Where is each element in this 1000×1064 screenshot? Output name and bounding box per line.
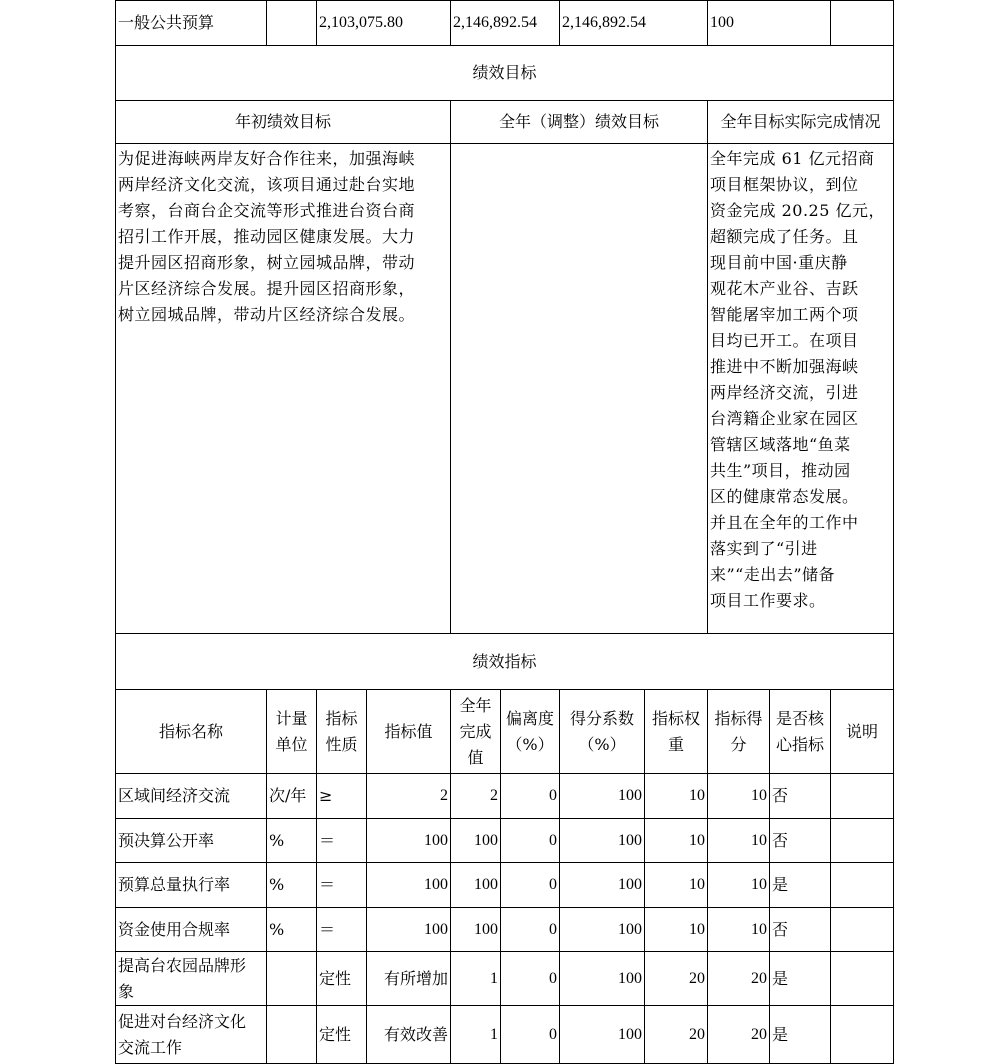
row-unit: % — [267, 908, 317, 952]
row-unit: % — [267, 863, 317, 908]
row-completed: 100 — [451, 819, 501, 863]
table-row — [116, 908, 894, 952]
performance-table — [115, 0, 894, 1064]
row-nature: 定性 — [317, 1006, 367, 1064]
row-deviation: 0 — [501, 908, 560, 952]
row-nature: ＝ — [317, 819, 367, 863]
row-core: 否 — [770, 908, 831, 952]
indicators-section-title: 绩效指标 — [116, 634, 894, 690]
row-note — [831, 1006, 894, 1064]
row-indicator-name: 预决算公开率 — [116, 819, 267, 863]
header-core: 是否核 心指标 — [770, 690, 831, 774]
table-row — [116, 774, 894, 819]
row-value: 100 — [367, 908, 451, 952]
initial-goal-header: 年初绩效目标 — [116, 101, 451, 144]
row-indicator-name: 预算总量执行率 — [116, 863, 267, 908]
actual-completion-header: 全年目标实际完成情况 — [708, 101, 894, 144]
row-deviation: 0 — [501, 774, 560, 819]
header-note: 说明 — [831, 690, 894, 774]
row-value: 有效改善 — [367, 1006, 451, 1064]
row-indicator-name: 促进对台经济文化 交流工作 — [116, 1006, 267, 1064]
row-indicator-name: 区域间经济交流 — [116, 774, 267, 819]
row-weight: 20 — [645, 1006, 708, 1064]
header-unit: 计量 单位 — [267, 690, 317, 774]
row-indicator-name: 资金使用合规率 — [116, 908, 267, 952]
executed-amount: 2,146,892.54 — [560, 1, 708, 46]
row-deviation: 0 — [501, 1006, 560, 1064]
annual-budget: 2,103,075.80 — [317, 1, 451, 46]
table-row — [116, 819, 894, 863]
row-score: 10 — [708, 819, 770, 863]
row-indicator-name: 提高台农园品牌形 象 — [116, 952, 267, 1006]
row-score: 20 — [708, 1006, 770, 1064]
adjusted-budget: 2,146,892.54 — [451, 1, 560, 46]
row-coefficient: 100 — [560, 1006, 645, 1064]
indicators-header-row — [116, 690, 894, 774]
goals-section-row — [116, 46, 894, 101]
row-value: 100 — [367, 819, 451, 863]
row-coefficient: 100 — [560, 819, 645, 863]
table-row — [116, 863, 894, 908]
row-core: 是 — [770, 863, 831, 908]
header-weight: 指标权 重 — [645, 690, 708, 774]
row-value: 100 — [367, 863, 451, 908]
row-core: 是 — [770, 1006, 831, 1064]
row-core: 否 — [770, 774, 831, 819]
row-score: 10 — [708, 863, 770, 908]
row-value: 2 — [367, 774, 451, 819]
header-completed: 全年 完成 值 — [451, 690, 501, 774]
row-coefficient: 100 — [560, 908, 645, 952]
row-completed: 100 — [451, 908, 501, 952]
actual-completion-text: 全年完成 61 亿元招商 项目框架协议，到位 资金完成 20.25 亿元， 超额完成了任务。且 现目前中国·重庆静 观花木产业谷、吉跃 智能屠宰加工两个项 目均已开工。在项目 推进中不断加强海峡 两岸经济交流，引进 台湾籍企业家在园区 管辖区域落地“鱼菜 共生”项目，推动园 区的健康常态发展。 并且在全年的工作中 落实到了“引进 来”“走出去”储备 项目工作要求。 — [708, 144, 894, 634]
header-coefficient: 得分系数 （%） — [560, 690, 645, 774]
header-nature: 指标 性质 — [317, 690, 367, 774]
goals-content-row — [116, 144, 894, 634]
row-score: 10 — [708, 908, 770, 952]
row-deviation: 0 — [501, 819, 560, 863]
table-row — [116, 952, 894, 1006]
row-coefficient: 100 — [560, 863, 645, 908]
row-nature: 定性 — [317, 952, 367, 1006]
row-coefficient: 100 — [560, 952, 645, 1006]
header-deviation: 偏离度 （%） — [501, 690, 560, 774]
row-core: 是 — [770, 952, 831, 1006]
row-weight: 10 — [645, 774, 708, 819]
row-score: 10 — [708, 774, 770, 819]
row-note — [831, 774, 894, 819]
table-row — [116, 1006, 894, 1064]
budget-row — [116, 1, 894, 46]
row-unit — [267, 952, 317, 1006]
header-value: 指标值 — [367, 690, 451, 774]
row-weight: 10 — [645, 819, 708, 863]
row-nature: ＝ — [317, 863, 367, 908]
row-core: 否 — [770, 819, 831, 863]
adjusted-goal-text — [451, 144, 708, 634]
row-score: 20 — [708, 952, 770, 1006]
row-unit — [267, 1006, 317, 1064]
row-note — [831, 952, 894, 1006]
budget-empty-cell — [831, 1, 894, 46]
row-note — [831, 908, 894, 952]
execution-score: 100 — [708, 1, 831, 46]
row-nature: ＝ — [317, 908, 367, 952]
header-score: 指标得 分 — [708, 690, 770, 774]
row-note — [831, 863, 894, 908]
budget-label: 一般公共预算 — [116, 1, 267, 46]
row-nature: ≥ — [317, 774, 367, 819]
adjusted-goal-header: 全年（调整）绩效目标 — [451, 101, 708, 144]
row-unit: % — [267, 819, 317, 863]
row-completed: 1 — [451, 952, 501, 1006]
row-note — [831, 819, 894, 863]
row-completed: 100 — [451, 863, 501, 908]
row-coefficient: 100 — [560, 774, 645, 819]
row-unit: 次/年 — [267, 774, 317, 819]
indicators-section-row — [116, 634, 894, 690]
row-weight: 10 — [645, 863, 708, 908]
row-value: 有所增加 — [367, 952, 451, 1006]
row-completed: 2 — [451, 774, 501, 819]
row-completed: 1 — [451, 1006, 501, 1064]
header-indicator-name: 指标名称 — [116, 690, 267, 774]
row-weight: 10 — [645, 908, 708, 952]
goals-header-row — [116, 101, 894, 144]
goals-section-title: 绩效目标 — [116, 46, 894, 101]
row-deviation: 0 — [501, 952, 560, 1006]
row-deviation: 0 — [501, 863, 560, 908]
initial-goal-text: 为促进海峡两岸友好合作往来，加强海峡 两岸经济文化交流，该项目通过赴台实地 考察，台商台企交流等形式推进台资台商 招引工作开展，推动园区健康发展。大力 提升园区招商形象，树立园城品牌，带动 片区经济综合发展。提升园区招商形象， 树立园城品牌，带动片区经济综合发展。 — [116, 144, 451, 634]
budget-blank-cell — [267, 1, 317, 46]
row-weight: 20 — [645, 952, 708, 1006]
